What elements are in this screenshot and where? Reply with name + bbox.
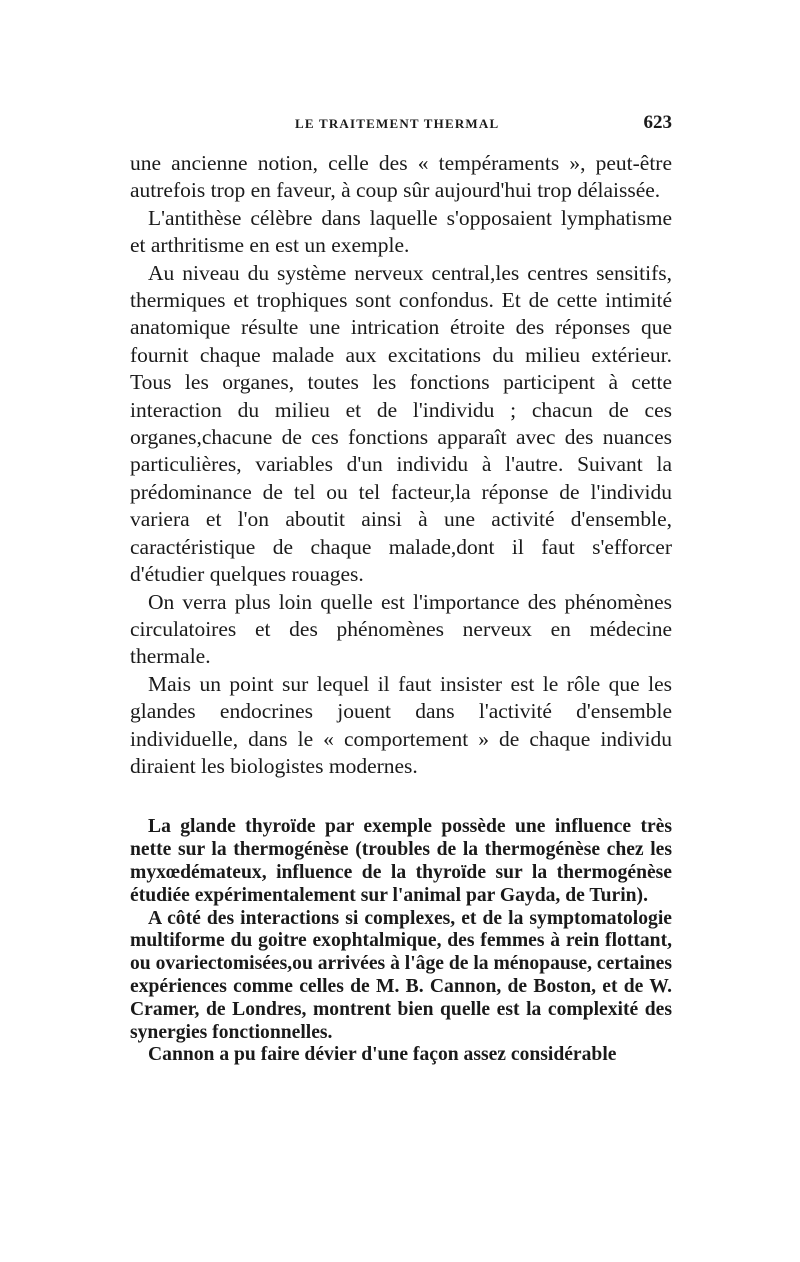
paragraph-antithese: L'antithèse célèbre dans laquelle s'opposaient lymphatisme et arthritisme en est un exemple. bbox=[130, 205, 672, 258]
paragraph-temperaments: une ancienne notion, celle des « tempéraments », peut-être autrefois trop en faveur, à coup sûr aujourd'hui trop délaissée. bbox=[130, 151, 672, 203]
small-print-text bbox=[130, 816, 672, 1067]
book-page bbox=[130, 110, 672, 1067]
running-header bbox=[130, 110, 672, 140]
paragraph-phenomenes: On verra plus loin quelle est l'importance des phénomènes circulatoires et des phénomènes nerveux en médecine thermale. bbox=[130, 589, 672, 669]
paragraph-systeme-nerveux: Au niveau du système nerveux central,les centres sensitifs, thermiques et trophiques sont confondus. Et de cette intimité anatomique résulte une intrication étroite des réponses que fournit chaque malade aux excitations du milieu extérieur. Tous les organes, toutes les fonctions participent à cette interaction du milieu et de l'individu ; chacun de ces organes,chacune de ces fonctions apparaît avec des nuances particulières, variables d'un individu à l'autre. Suivant la prédominance de tel ou tel facteur,la réponse de l'individu variera et l'on aboutit ainsi à une activité d'ensemble, caractéristique de chaque malade,dont il faut s'efforcer d'étudier quelques rouages. bbox=[130, 260, 672, 587]
paragraph-glandes: Mais un point sur lequel il faut insister est le rôle que les glandes endocrines jouent dans l'activité d'ensemble individuelle, dans le « comportement » de chaque individu diraient les biologistes modernes. bbox=[130, 671, 672, 778]
paragraph-cannon: Cannon a pu faire dévier d'une façon assez considérable bbox=[148, 1044, 617, 1066]
paragraph-interactions: A côté des interactions si complexes, et de la symptomatologie multiforme du goitre exophtalmique, des femmes à rein flottant, ou ovariectomisées,ou arrivées à l'âge de la ménopause, certaines expériences comme celles de M. B. Cannon, de Boston, et de W. Cramer, de Londres, montrent bien quelle est la complexité des synergies fonctionnelles. bbox=[130, 907, 672, 1043]
paragraph-thyroide: La glande thyroïde par exemple possède une influence très nette sur la thermogénèse (troubles de la thermogénèse chez les myxœdémateux, influence de la thyroïde sur la thermogénèse étudiée expérimentalement sur l'animal par Gayda, de Turin). bbox=[130, 816, 672, 906]
page-number: 623 bbox=[643, 112, 672, 133]
main-text bbox=[130, 150, 672, 780]
running-title: LE TRAITEMENT THERMAL bbox=[295, 116, 500, 131]
